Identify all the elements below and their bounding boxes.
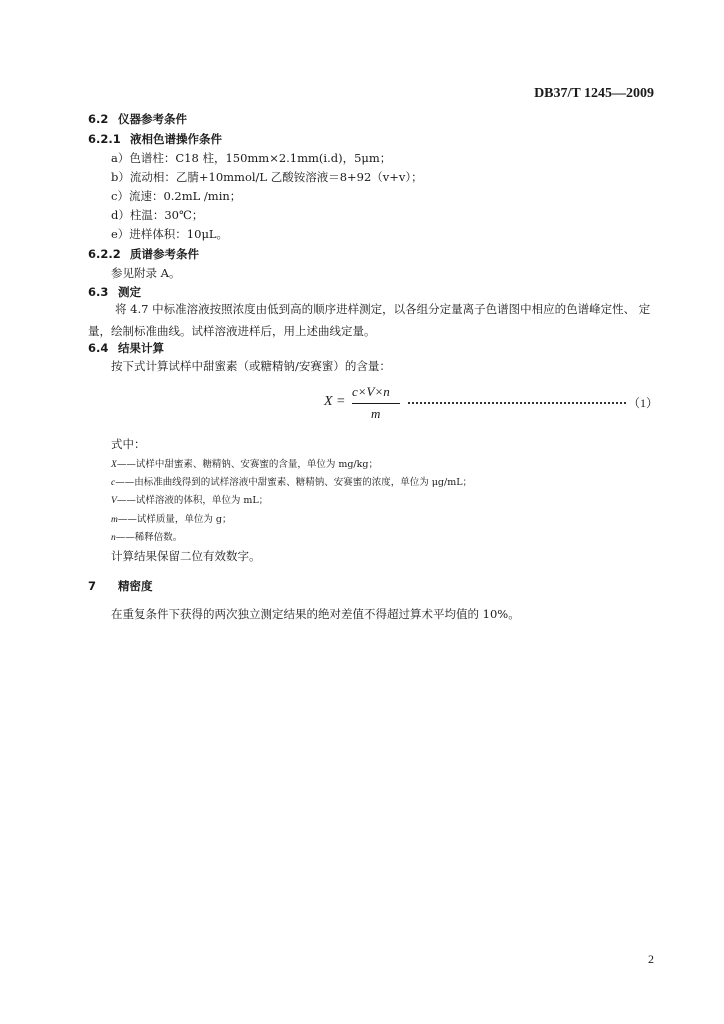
heading-title: 仪器参考条件: [118, 112, 187, 126]
page-number: 2: [648, 952, 654, 966]
equation-number: （1）: [628, 396, 659, 410]
variable-symbol: c: [111, 478, 116, 488]
definition-row: [111, 511, 231, 525]
standard-code: DB37/T 1245—2009: [534, 86, 654, 101]
note: 计算结果保留二位有效数字。: [111, 549, 261, 563]
list-item: e）进样体积：10μL。: [111, 227, 229, 241]
list-item: a）色谱柱：C18 柱，150mm×2.1mm(i.d)，5μm；: [111, 151, 392, 165]
variable-symbol: m: [111, 515, 118, 525]
list-item: c）流速：0.2mL /min；: [111, 189, 242, 203]
fraction-bar: [352, 403, 400, 404]
heading-6-2-2: [88, 246, 199, 262]
formula-denominator: m: [371, 406, 381, 421]
heading-title: 测定: [118, 285, 141, 299]
definition-row: [111, 474, 472, 488]
heading-title: 液相色谱操作条件: [130, 132, 222, 146]
heading-title: 精密度: [118, 579, 153, 593]
variable-symbol: V: [111, 496, 117, 506]
variable-definition: ——试样溶液的体积，单位为 mL；: [116, 495, 269, 506]
heading-number: 6.4: [88, 341, 109, 355]
list-item: b）流动相：乙腈+10mmol/L 乙酸铵溶液＝8+92（v+v）；: [111, 170, 423, 184]
definition-row: [111, 492, 268, 506]
variable-definition: ——由标准曲线得到的试样溶液中甜蜜素、糖精钠、安赛蜜的浓度，单位为 μg/mL；: [115, 477, 473, 488]
list-item: d）柱温：30℃；: [111, 208, 204, 222]
heading-number: 6.2.2: [88, 247, 121, 261]
heading-title: 质谱参考条件: [130, 247, 199, 261]
paragraph: 参见附录 A。: [111, 266, 181, 280]
heading-title: 结果计算: [118, 341, 164, 355]
heading-number: 7: [88, 579, 97, 593]
formula-1: [324, 384, 680, 424]
variable-symbol: n: [111, 533, 116, 543]
variable-definition: ——稀释倍数。: [115, 532, 183, 543]
heading-6-4: [88, 340, 164, 356]
variable-definition: ——试样中甜蜜素、糖精钠、安赛蜜的含量，单位为 mg/kg；: [116, 459, 378, 470]
definition-row: [111, 529, 182, 543]
heading-number: 6.3: [88, 285, 109, 299]
paragraph: 在重复条件下获得的两次独立测定结果的绝对差值不得超过算术平均值的 10%。: [111, 607, 520, 621]
formula-numerator: c×V×n: [352, 384, 390, 399]
variable-symbol: X: [111, 460, 117, 470]
definition-row: [111, 456, 378, 470]
heading-6-2: [88, 111, 187, 127]
heading-number: 6.2.1: [88, 132, 121, 146]
variable-definition: ——试样质量，单位为 g；: [117, 514, 232, 525]
where-label: 式中：: [111, 437, 146, 451]
paragraph: 将 4.7 中标准溶液按照浓度由低到高的顺序进样测定，以各组分定量离子色谱图中相应的色谱峰定性、 定量，绘制标准曲线。试样溶液进样后，用上述曲线定量。: [88, 302, 651, 338]
heading-7: [88, 578, 153, 594]
formula-lhs: X =: [324, 394, 346, 409]
heading-number: 6.2: [88, 112, 109, 126]
dot-leader: [408, 394, 626, 404]
paragraph: 按下式计算试样中甜蜜素（或糖精钠/安赛蜜）的含量：: [111, 359, 391, 373]
heading-6-2-1: [88, 131, 222, 147]
